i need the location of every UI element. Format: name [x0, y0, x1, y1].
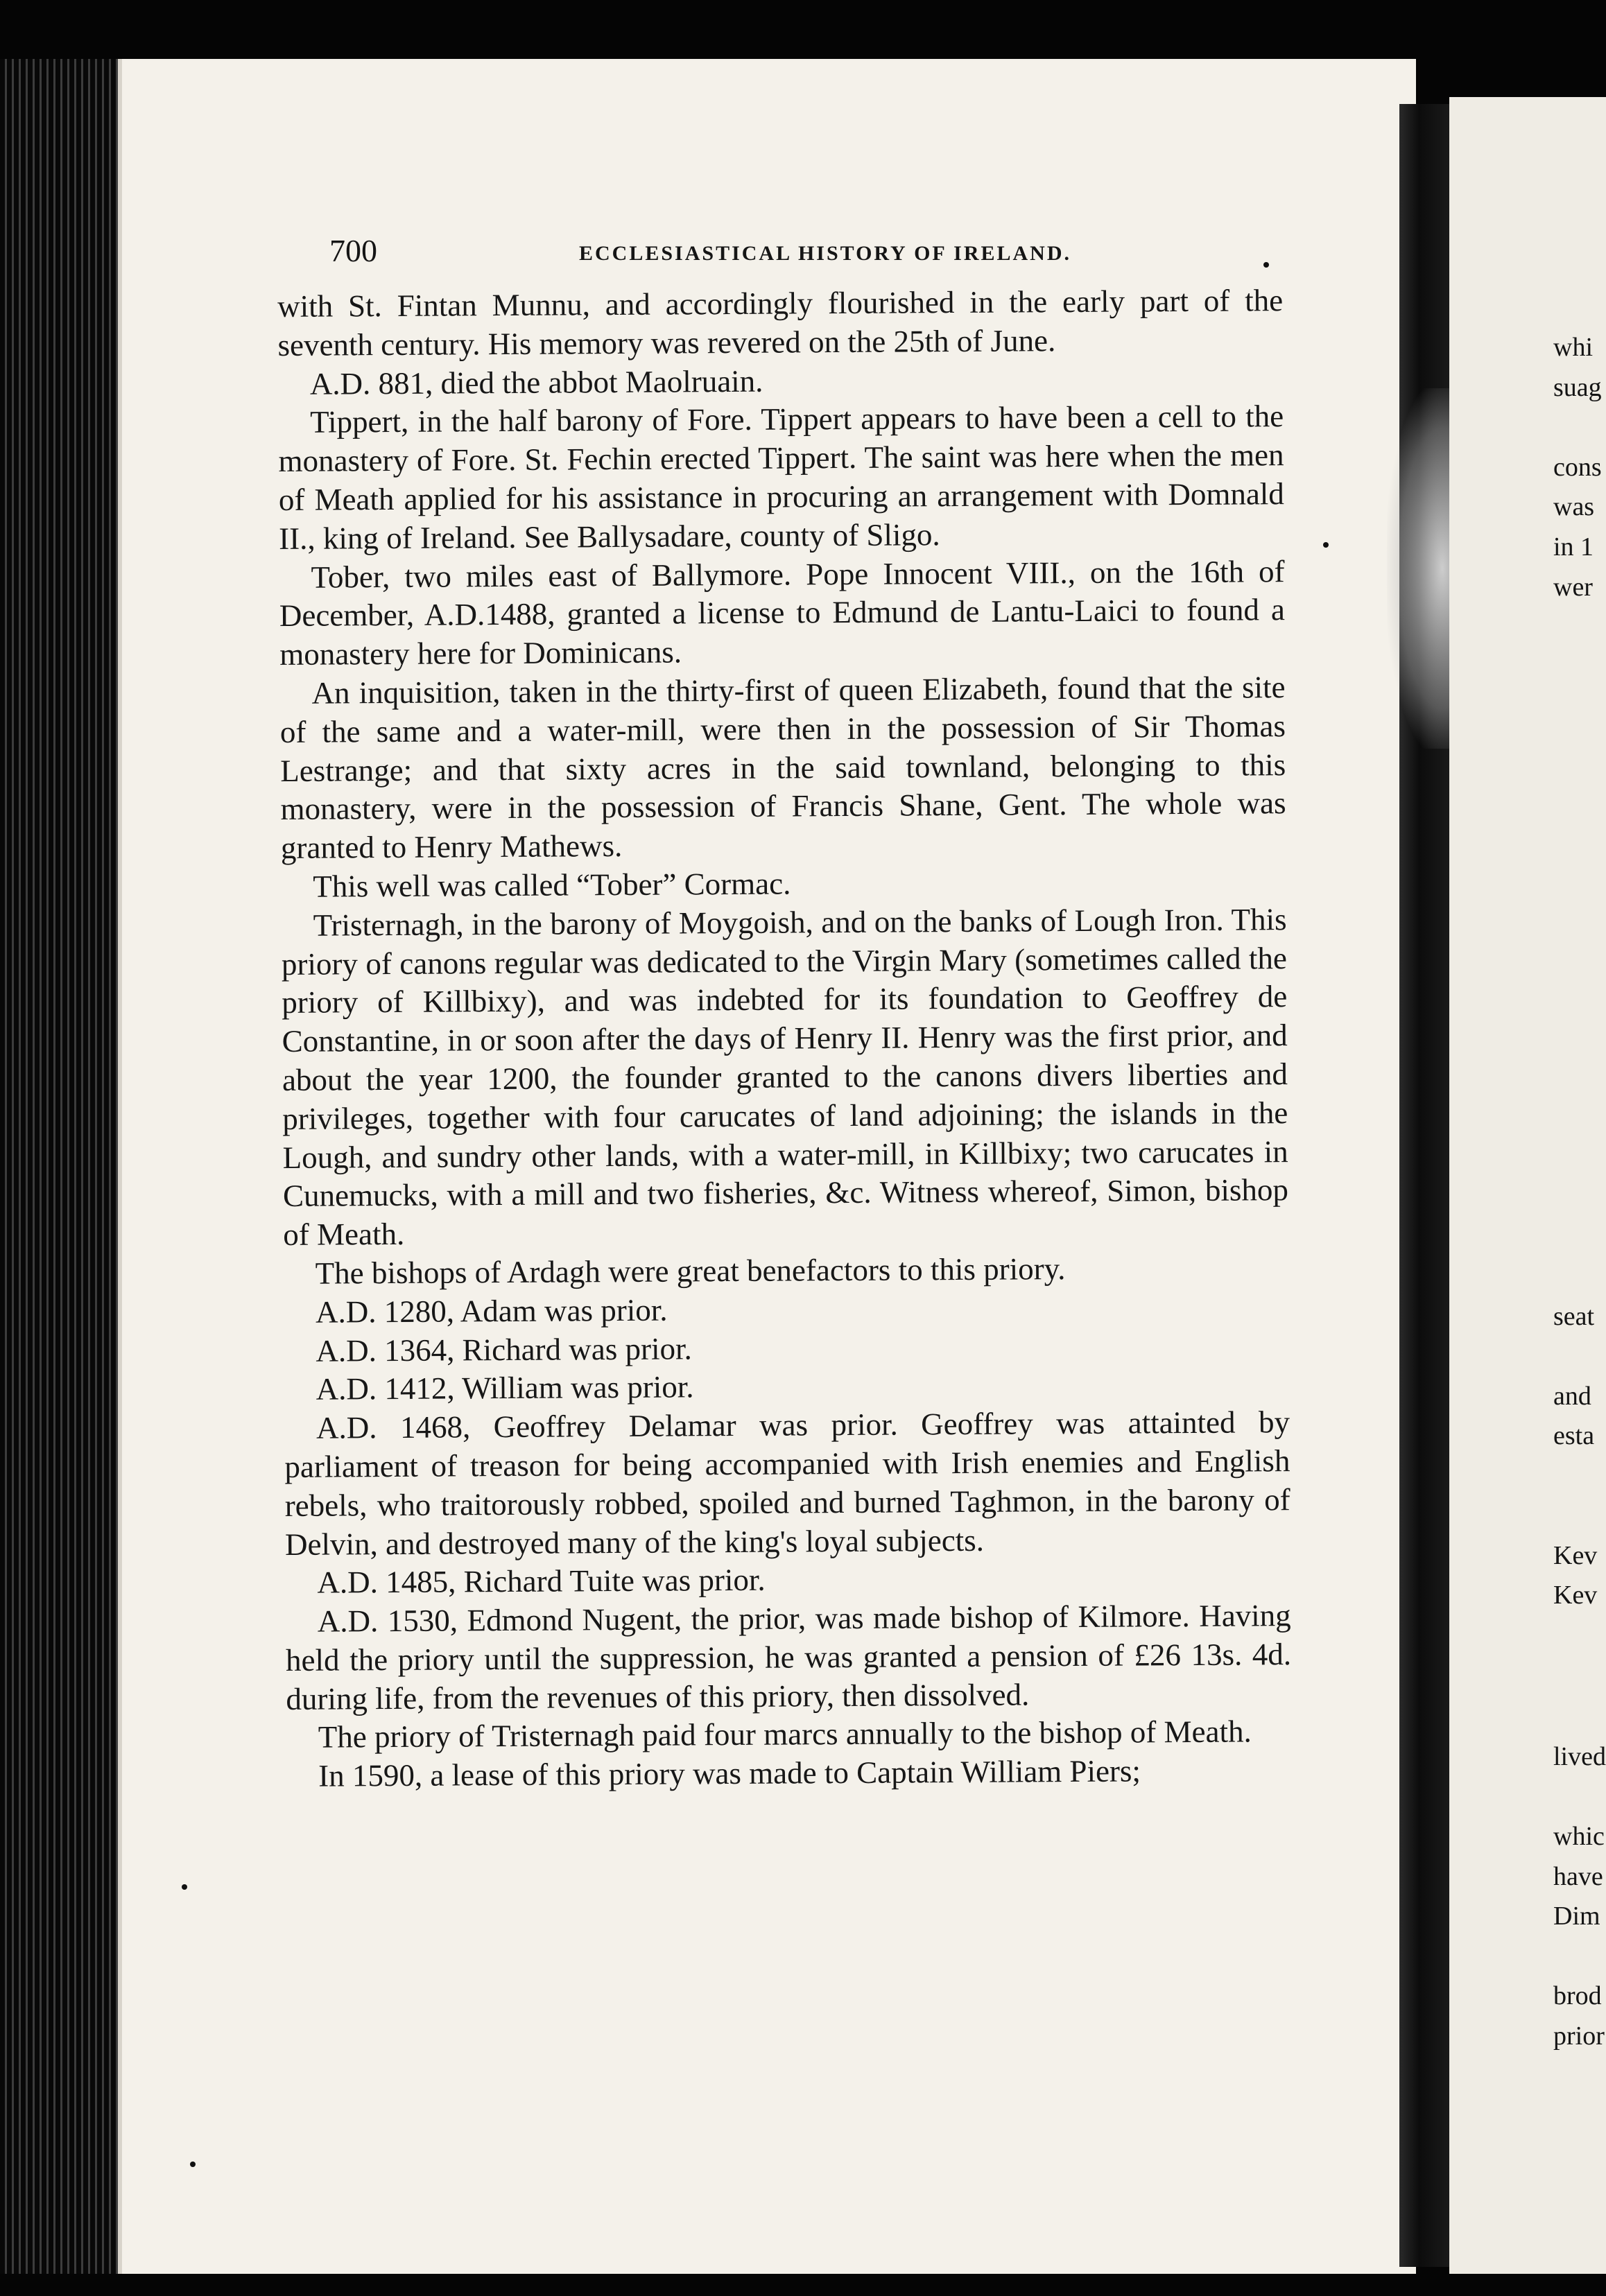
paragraph: Tristernagh, in the barony of Moygoish, and on the banks of Lough Iron. This priory of canons regular was dedicated to the Virgin Mary (sometimes called the priory of Killbixy), and was indebted for its foundation to Geoffrey de Constantine, in or soon after the days of Henry II. Henry was the first prior, and about the year 1200, the founder granted to the canons divers liberties and privileges, together with four carucates of land adjoining; the islands in the Lough, and sundry other lands, with a water-mill, in Killbixy; two carucates in Cunemucks, with a mill and two fisheries, &c. Witness whereof, Simon, bishop of Meath.	[281, 901, 1289, 1253]
facing-page-fragment: was	[1553, 492, 1595, 521]
facing-page-fragment: and	[1553, 1382, 1591, 1411]
paragraph: In 1590, a lease of this priory was made to Captain William Piers;	[318, 1753, 1141, 1793]
scan-speck	[190, 2162, 196, 2167]
paragraph: This well was called “Tober” Cormac.	[313, 866, 791, 904]
facing-page-fragment: brod	[1553, 1981, 1602, 2010]
facing-page-fragment: suag	[1553, 373, 1602, 402]
paragraph: A.D. 1485, Richard Tuite was prior.	[317, 1563, 766, 1600]
facing-page-fragment: wer	[1553, 573, 1593, 602]
facing-page-fragment: Dim	[1553, 1902, 1600, 1931]
facing-page-fragment: Kev	[1553, 1581, 1598, 1610]
paragraph: The priory of Tristernagh paid four marcs annually to the bishop of Meath.	[318, 1714, 1252, 1755]
page-header	[329, 232, 1085, 274]
facing-page-fragment: have	[1553, 1862, 1603, 1891]
facing-page-fragment: in 1	[1553, 532, 1594, 562]
paragraph: A.D. 1468, Geoffrey Delamar was prior. Geoffrey was attainted by parliament of treason for being accompanied with Irish enemies and English rebels, who traitorously robbed, spoiled and burned Taghmon, in the barony of Delvin, and destroyed many of the king's loyal subjects.	[284, 1404, 1290, 1562]
scan-speck	[1263, 262, 1269, 268]
scan-speck	[182, 1884, 187, 1890]
paragraph: Tippert, in the half barony of Fore. Tippert appears to have been a cell to the monastery of Fore. St. Fechin erected Tippert. The saint was here when the men of Meath applied for his assistance in procuring an arrangement with Domnald II., king of Ireland. See Ballysadare, county of Sligo.	[278, 399, 1284, 556]
facing-page-fragment: lived	[1553, 1742, 1606, 1771]
page-number: 700	[329, 233, 377, 268]
facing-page-fragment: esta	[1553, 1421, 1595, 1450]
facing-page-fragment: Kev	[1553, 1541, 1598, 1570]
paragraph: Tober, two miles east of Ballymore. Pope Innocent VIII., on the 16th of December, A.D.1488, granted a license to Edmund de Lantu-Laici to found a monastery here for Dominicans.	[279, 553, 1286, 672]
paragraph: A.D. 1412, William was prior.	[316, 1369, 694, 1407]
running-head: ECCLESIASTICAL HISTORY OF IRELAND.	[579, 242, 1071, 265]
paragraph: A.D. 1364, Richard was prior.	[316, 1330, 692, 1368]
paragraph: A.D. 1530, Edmond Nugent, the prior, was made bishop of Kilmore. Having held the priory until the suppression, he was granted a pension of £26 13s. 4d. during life, from the revenues of this priory, then dissolved.	[285, 1598, 1292, 1716]
facing-page-fragment: prior	[1553, 2021, 1605, 2051]
facing-page-fragment: seat	[1553, 1302, 1595, 1331]
paragraph: An inquisition, taken in the thirty-first of queen Elizabeth, found that the site of the same and a water-mill, were then in the possession of Sir Thomas Lestrange; and that sixty acres in the said townland, belonging to this monastery, were in the possession of Francis Shane, Gent. The whole was granted to Henry Mathews.	[279, 670, 1286, 866]
facing-page-fragment: cons	[1553, 453, 1602, 482]
body-text	[277, 281, 1294, 2076]
facing-page-fragment: whic	[1553, 1822, 1605, 1851]
facing-page	[1449, 97, 1606, 2274]
scan-speck	[1323, 542, 1329, 548]
paragraph: A.D. 881, died the abbot Maolruain.	[309, 363, 763, 401]
book-spine-edge	[0, 59, 118, 2274]
paragraph: with St. Fintan Munnu, and accordingly flourished in the early part of the seventh century. His memory was revered on the 25th of June.	[277, 283, 1284, 363]
paragraph: A.D. 1280, Adam was prior.	[315, 1292, 668, 1330]
facing-page-fragment: whi	[1553, 333, 1593, 362]
paragraph: The bishops of Ardagh were great benefactors to this priory.	[315, 1251, 1066, 1291]
